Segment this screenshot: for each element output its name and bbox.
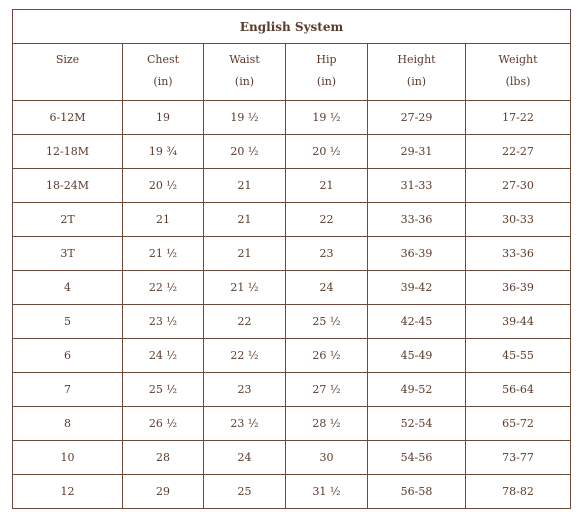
table-row	[13, 101, 571, 135]
column-header-label: Size	[55, 53, 80, 66]
table-cell: 20 ½	[204, 135, 286, 169]
table-cell: 29-31	[368, 135, 466, 169]
table-cell: 24	[204, 441, 286, 475]
table-cell: 78-82	[466, 475, 571, 509]
table-cell: 5	[13, 305, 123, 339]
table-cell: 21	[204, 237, 286, 271]
column-header-label: Weight	[498, 53, 538, 66]
column-header-size	[13, 44, 123, 101]
table-cell: 29	[123, 475, 204, 509]
table-cell: 21	[204, 169, 286, 203]
table-cell: 20 ½	[123, 169, 204, 203]
table-cell: 12-18M	[13, 135, 123, 169]
table-cell: 22	[286, 203, 368, 237]
table-cell: 27 ½	[286, 373, 368, 407]
table-cell: 23 ½	[204, 407, 286, 441]
column-header-label: Waist	[229, 53, 260, 66]
column-header-label: Chest	[146, 53, 180, 66]
table-cell: 56-64	[466, 373, 571, 407]
table-cell: 25 ½	[123, 373, 204, 407]
table-cell: 26 ½	[123, 407, 204, 441]
table-cell: 31-33	[368, 169, 466, 203]
table-cell: 27-30	[466, 169, 571, 203]
table-cell: 19 ½	[286, 101, 368, 135]
table-cell: 30-33	[466, 203, 571, 237]
table-cell: 33-36	[368, 203, 466, 237]
column-header-label: Height	[397, 53, 436, 66]
table-body	[13, 101, 571, 509]
column-header-label: Hip	[316, 53, 337, 66]
table-cell: 22	[204, 305, 286, 339]
table-row	[13, 135, 571, 169]
table-cell: 21	[286, 169, 368, 203]
table-cell: 52-54	[368, 407, 466, 441]
table-cell: 23	[286, 237, 368, 271]
table-row	[13, 271, 571, 305]
table-cell: 36-39	[368, 237, 466, 271]
table-cell: 10	[13, 441, 123, 475]
table-cell: 20 ½	[286, 135, 368, 169]
table-cell: 19	[123, 101, 204, 135]
column-header-unit: (in)	[406, 75, 427, 88]
table-cell: 21	[204, 203, 286, 237]
table-cell: 3T	[13, 237, 123, 271]
table-cell: 21	[123, 203, 204, 237]
table-cell: 39-42	[368, 271, 466, 305]
table-cell: 7	[13, 373, 123, 407]
table-cell: 36-39	[466, 271, 571, 305]
table-cell: 19 ¾	[123, 135, 204, 169]
table-row	[13, 237, 571, 271]
table-cell: 25	[204, 475, 286, 509]
table-cell: 27-29	[368, 101, 466, 135]
table-cell: 73-77	[466, 441, 571, 475]
table-cell: 26 ½	[286, 339, 368, 373]
table-cell: 54-56	[368, 441, 466, 475]
table-cell: 31 ½	[286, 475, 368, 509]
table-cell: 45-49	[368, 339, 466, 373]
column-header-unit: (in)	[153, 75, 173, 88]
table-cell: 30	[286, 441, 368, 475]
table-cell: 18-24M	[13, 169, 123, 203]
column-header-height	[368, 44, 466, 101]
table-cell: 49-52	[368, 373, 466, 407]
column-header-weight	[466, 44, 571, 101]
table-cell: 22 ½	[204, 339, 286, 373]
table-cell: 8	[13, 407, 123, 441]
table-row	[13, 339, 571, 373]
column-header-chest	[123, 44, 204, 101]
table-cell: 28	[123, 441, 204, 475]
table-cell: 56-58	[368, 475, 466, 509]
title-row	[13, 10, 571, 44]
table-cell: 23 ½	[123, 305, 204, 339]
table-row	[13, 169, 571, 203]
table-cell: 6	[13, 339, 123, 373]
table-row	[13, 203, 571, 237]
table-row	[13, 407, 571, 441]
table-cell: 21 ½	[123, 237, 204, 271]
table-cell: 28 ½	[286, 407, 368, 441]
column-header-waist	[204, 44, 286, 101]
table-cell: 45-55	[466, 339, 571, 373]
table-cell: 21 ½	[204, 271, 286, 305]
table-cell: 2T	[13, 203, 123, 237]
column-header-unit: (in)	[234, 75, 255, 88]
table-cell: 25 ½	[286, 305, 368, 339]
table-cell: 4	[13, 271, 123, 305]
table-row	[13, 373, 571, 407]
table-cell: 19 ½	[204, 101, 286, 135]
table-cell: 17-22	[466, 101, 571, 135]
table-title: English System	[13, 10, 571, 44]
table-cell: 39-44	[466, 305, 571, 339]
table-cell: 22-27	[466, 135, 571, 169]
column-header-unit: (in)	[316, 75, 337, 88]
table-cell: 6-12M	[13, 101, 123, 135]
table-cell: 24	[286, 271, 368, 305]
table-cell: 33-36	[466, 237, 571, 271]
table-row	[13, 305, 571, 339]
table-cell: 12	[13, 475, 123, 509]
size-chart-table	[12, 9, 571, 509]
table-row	[13, 441, 571, 475]
column-header-hip	[286, 44, 368, 101]
table-cell: 22 ½	[123, 271, 204, 305]
header-row	[13, 44, 571, 101]
table-cell: 42-45	[368, 305, 466, 339]
table-row	[13, 475, 571, 509]
table-cell: 65-72	[466, 407, 571, 441]
table-cell: 23	[204, 373, 286, 407]
column-header-unit: (lbs)	[505, 75, 531, 88]
table-cell: 24 ½	[123, 339, 204, 373]
